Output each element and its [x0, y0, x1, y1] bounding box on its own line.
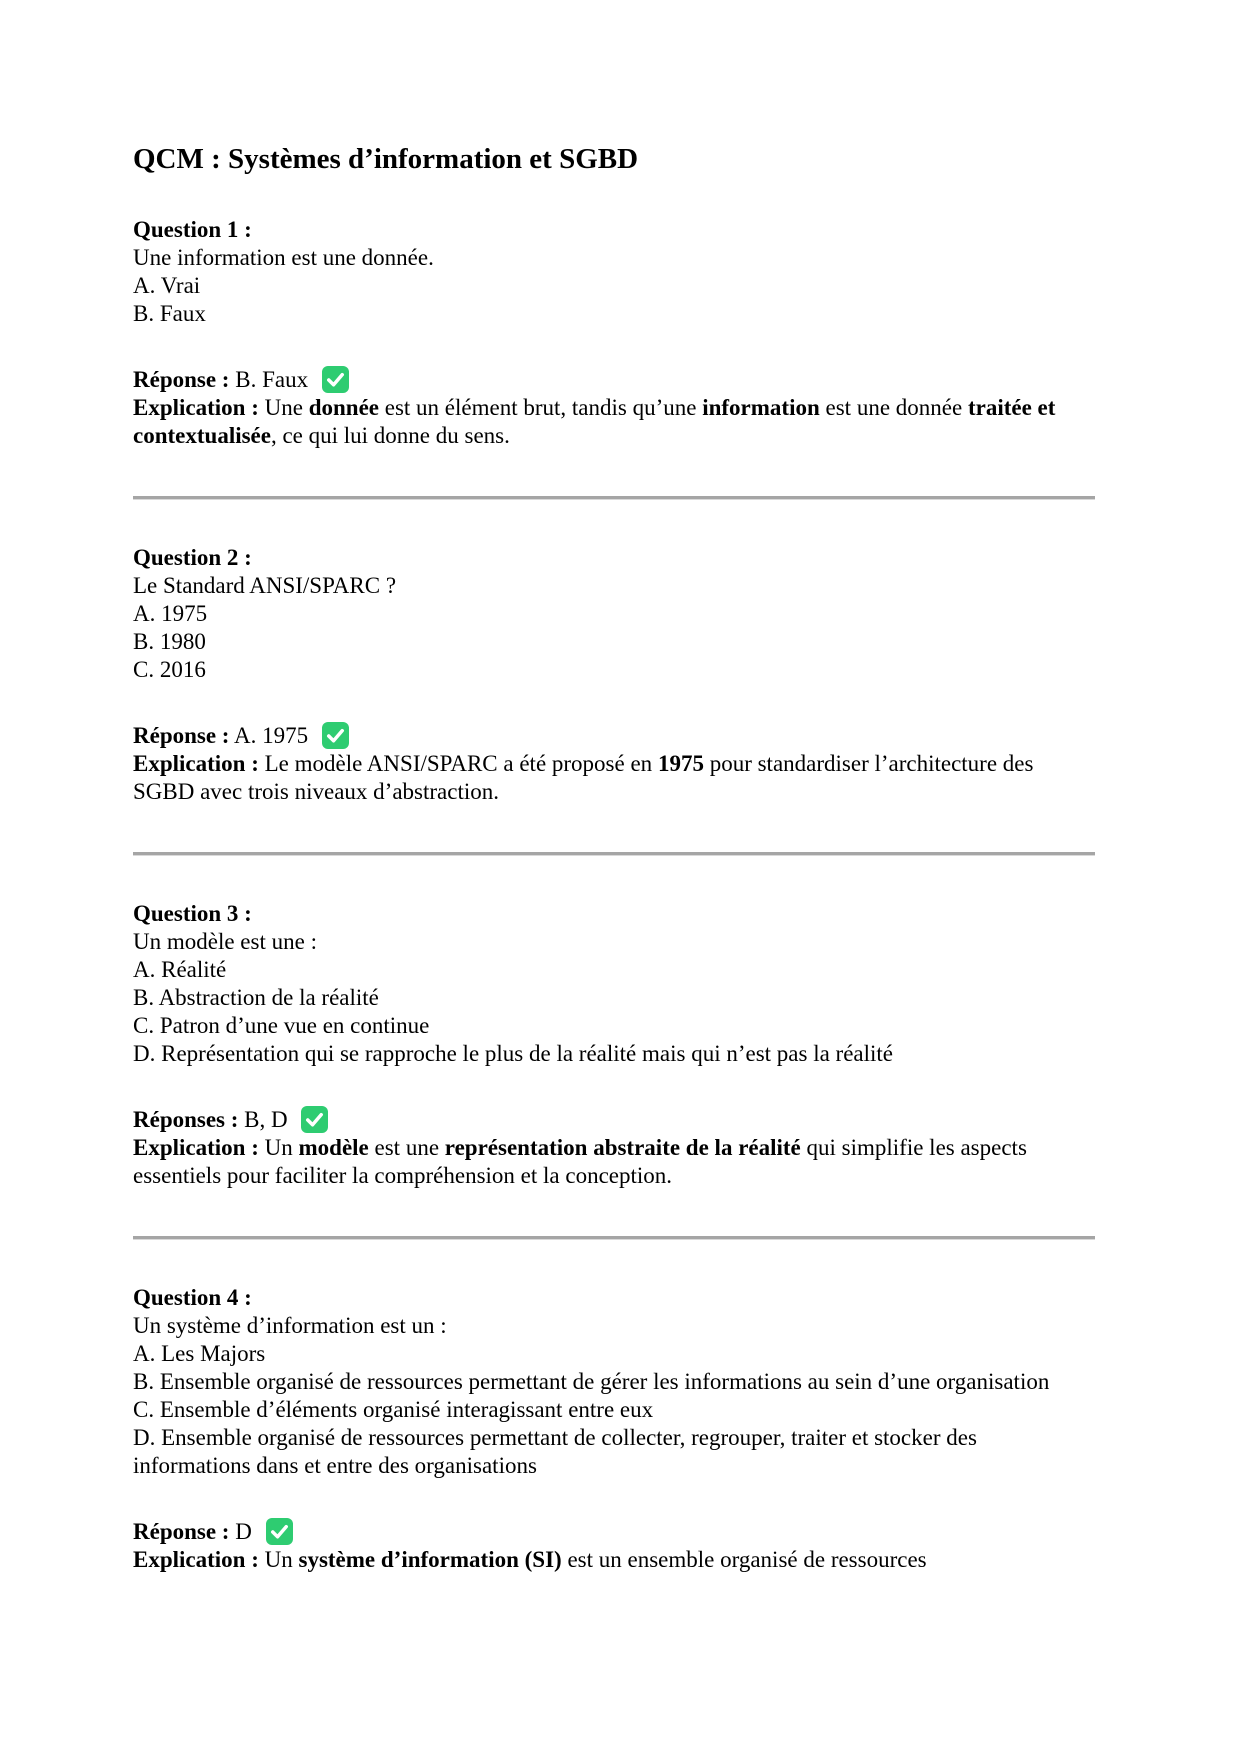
question-heading: Question 1 :	[133, 217, 252, 242]
answer-label: Réponses :	[133, 1107, 239, 1132]
section-divider	[133, 852, 1095, 856]
question-block-1	[133, 216, 1095, 450]
question-block-2	[133, 544, 1095, 806]
question-prompt: Une information est une donnée.	[133, 245, 434, 270]
answer-value: B. Faux	[235, 367, 309, 392]
option-c: C. Ensemble d’éléments organisé interagissant entre eux	[133, 1397, 654, 1422]
question-prompt: Un modèle est une :	[133, 929, 317, 954]
answer-label: Réponse :	[133, 1519, 230, 1544]
answer-line	[133, 722, 1095, 750]
option-b: B. Ensemble organisé de ressources permettant de gérer les informations au sein d’une organisation	[133, 1369, 1050, 1394]
option-a: A. Vrai	[133, 273, 201, 298]
answer-line	[133, 1518, 1095, 1546]
option-b: B. 1980	[133, 629, 206, 654]
option-b: B. Faux	[133, 301, 206, 326]
section-divider	[133, 1236, 1095, 1240]
option-a: A. 1975	[133, 601, 208, 626]
option-a: A. Les Majors	[133, 1341, 266, 1366]
question-heading: Question 2 :	[133, 545, 252, 570]
question-block-3	[133, 900, 1095, 1190]
correct-checkmark-icon	[322, 366, 349, 393]
explanation-text: Explication : Un modèle est une représentation abstraite de la réalité qui simplifie les aspects essentiels pour faciliter la compréhension et la conception.	[133, 1135, 1027, 1188]
question-prompt: Le Standard ANSI/SPARC ?	[133, 573, 397, 598]
question-block-4	[133, 1284, 1095, 1574]
answer-line	[133, 1106, 1095, 1134]
page-title: QCM : Systèmes d’information et SGBD	[133, 143, 639, 175]
answer-value: B, D	[244, 1107, 288, 1132]
explanation-text: Explication : Une donnée est un élément brut, tandis qu’une information est une donnée traitée et contextualisée, ce qui lui donne du sens.	[133, 395, 1056, 448]
correct-checkmark-icon	[322, 722, 349, 749]
explanation-text: Explication : Le modèle ANSI/SPARC a été proposé en 1975 pour standardiser l’architecture des SGBD avec trois niveaux d’abstraction.	[133, 751, 1034, 804]
answer-value: D	[235, 1519, 252, 1544]
option-a: A. Réalité	[133, 957, 227, 982]
answer-value: A. 1975	[233, 723, 309, 748]
question-prompt: Un système d’information est un :	[133, 1313, 447, 1338]
answer-label: Réponse :	[133, 723, 230, 748]
option-c: C. 2016	[133, 657, 206, 682]
option-b: B. Abstraction de la réalité	[133, 985, 379, 1010]
question-heading: Question 4 :	[133, 1285, 252, 1310]
explanation-text: Explication : Un système d’information (SI) est un ensemble organisé de ressources	[133, 1547, 927, 1572]
correct-checkmark-icon	[301, 1106, 328, 1133]
option-d: D. Ensemble organisé de ressources permettant de collecter, regrouper, traiter et stocker des informations dans et entre des organisations	[133, 1425, 977, 1478]
option-c: C. Patron d’une vue en continue	[133, 1013, 430, 1038]
answer-line	[133, 366, 1095, 394]
correct-checkmark-icon	[266, 1518, 293, 1545]
section-divider	[133, 496, 1095, 500]
question-heading: Question 3 :	[133, 901, 252, 926]
option-d: D. Représentation qui se rapproche le plus de la réalité mais qui n’est pas la réalité	[133, 1041, 894, 1066]
answer-label: Réponse :	[133, 367, 230, 392]
